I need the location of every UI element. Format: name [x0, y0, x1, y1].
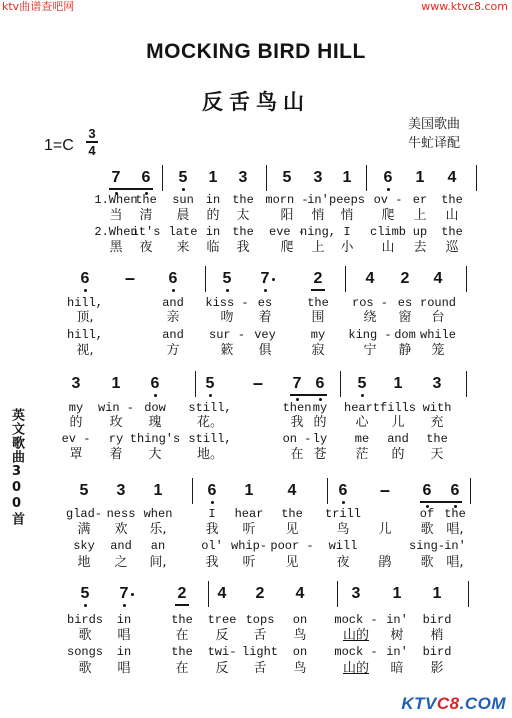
credit-translator: 牛虻译配: [408, 136, 461, 151]
note-digit: 6: [383, 169, 393, 186]
lyric-syllable: 在: [290, 447, 304, 462]
lyric-syllable: 在: [175, 628, 189, 643]
lyric-syllable: the: [171, 613, 193, 627]
lyric-syllable: 宁: [363, 343, 377, 358]
lyric-syllable: 清: [139, 208, 153, 223]
lyric-syllable: the: [232, 225, 254, 239]
lyric-syllable: 我: [236, 240, 250, 255]
low-octave-dot: [209, 394, 212, 397]
lyric-syllable: 方: [166, 343, 180, 358]
note-digit: 6: [207, 482, 217, 499]
note-digit: 4: [365, 270, 375, 287]
note-digit: 4: [287, 482, 297, 499]
lyric-syllable: 我: [205, 555, 219, 570]
low-octave-dot: [387, 188, 390, 191]
lyric-syllable: 见: [285, 522, 299, 537]
lyric-syllable: in: [205, 193, 221, 207]
note-digit: 7: [260, 270, 270, 287]
lyric-syllable: 太: [236, 208, 250, 223]
lyric-syllable: 爬: [381, 208, 395, 223]
note-digit: 1: [392, 585, 402, 602]
lyric-syllable: 静: [398, 343, 412, 358]
lyric-syllable: 反: [215, 661, 229, 676]
note-digit: 6: [141, 169, 151, 186]
lyric-syllable: in': [307, 193, 329, 207]
note-digit: 6: [338, 482, 348, 499]
lyric-syllable: 儿: [391, 415, 405, 430]
lyric-syllable: when: [143, 507, 173, 521]
lyric-syllable: 山: [381, 240, 395, 255]
lyric-syllable: my: [68, 401, 84, 415]
lyric-syllable: 顶,: [76, 310, 94, 325]
lyric-syllable: 簌: [220, 343, 234, 358]
note-digit: 2: [313, 270, 323, 287]
lyric-syllable: the: [171, 645, 193, 659]
lyric-syllable: es: [257, 296, 273, 310]
beam-underline: [290, 394, 327, 396]
site-logo: [401, 694, 506, 714]
low-octave-dot: [123, 604, 126, 607]
lyric-syllable: it's: [131, 225, 161, 239]
lyric-syllable: 1.When: [94, 193, 138, 207]
lyric-syllable: 梢: [430, 628, 444, 643]
lyric-syllable: 晨: [176, 208, 190, 223]
lyric-syllable: 听: [242, 555, 256, 570]
lyric-syllable: whip-: [230, 539, 268, 553]
lyric-syllable: 当: [109, 208, 123, 223]
lyric-syllable: 亲: [166, 310, 180, 325]
time-signature-top: 3: [88, 126, 96, 141]
lyric-syllable: 罩: [69, 447, 83, 462]
barline: [192, 478, 193, 504]
lyric-syllable: ev -: [61, 432, 91, 446]
lyric-syllable: 唱: [117, 628, 131, 643]
note-digit: 5: [80, 585, 90, 602]
lyric-syllable: in': [386, 645, 408, 659]
note-digit: 6: [315, 375, 325, 392]
lyric-syllable: 满: [77, 522, 91, 537]
logo-part-com: .COM: [459, 694, 506, 713]
beam-underline: [420, 501, 462, 503]
note-digit: 5: [79, 482, 89, 499]
lyric-syllable: 心: [355, 415, 369, 430]
lyric-syllable: ness: [106, 507, 136, 521]
lyric-syllable: 吻: [220, 310, 234, 325]
lyric-syllable: mock -: [334, 613, 378, 627]
note-digit: 6: [150, 375, 160, 392]
lyric-syllable: 鸟: [293, 628, 307, 643]
barline: [337, 581, 338, 607]
lyric-syllable: 笼: [431, 343, 445, 358]
note-digit: 6: [450, 482, 460, 499]
lyric-syllable: I: [343, 225, 351, 239]
lyric-syllable: hear: [234, 507, 264, 521]
lyric-syllable: the: [426, 432, 448, 446]
note-digit: 5: [178, 169, 188, 186]
lyric-syllable: songs: [66, 645, 104, 659]
beam-underline: [175, 604, 189, 606]
low-octave-dot: [182, 188, 185, 191]
lyric-syllable: in': [444, 539, 466, 553]
lyric-syllable: 的: [206, 208, 220, 223]
note-digit: 4: [217, 585, 227, 602]
lyric-syllable: 影: [430, 661, 444, 676]
lyric-syllable: on: [292, 645, 308, 659]
lyric-syllable: sky: [73, 539, 95, 553]
low-octave-dot: [342, 501, 345, 504]
lyric-syllable: 大: [148, 447, 162, 462]
lyric-syllable: 之: [114, 555, 128, 570]
barline: [470, 478, 471, 504]
lyric-syllable: 天: [430, 447, 444, 462]
lyric-syllable: in': [386, 613, 408, 627]
note-digit: 3: [116, 482, 126, 499]
lyric-syllable: 鸟: [336, 522, 350, 537]
lyric-syllable: 舌: [253, 628, 267, 643]
lyric-syllable: thing's: [129, 432, 181, 446]
lyric-syllable: 地: [77, 555, 91, 570]
lyric-syllable: and: [162, 328, 184, 342]
lyric-syllable: ly: [312, 432, 328, 446]
note-digit: 3: [351, 585, 361, 602]
lyric-syllable: and: [162, 296, 184, 310]
lyric-syllable: the: [135, 193, 157, 207]
barline: [340, 371, 341, 397]
low-octave-dot: [172, 289, 175, 292]
note-digit: 4: [295, 585, 305, 602]
lyric-syllable: in: [116, 645, 132, 659]
barline: [476, 165, 477, 191]
lyric-syllable: bird: [422, 613, 452, 627]
lyric-syllable: 临: [206, 240, 220, 255]
credit-origin: 美国歌曲: [408, 117, 461, 132]
lyric-syllable: 的: [69, 415, 83, 430]
lyric-syllable: poor -: [270, 539, 314, 553]
lyric-syllable: eve -: [268, 225, 306, 239]
key-signature: 1=C: [44, 137, 74, 154]
lyric-syllable: 我: [205, 522, 219, 537]
lyric-syllable: 鹃: [378, 555, 392, 570]
low-octave-dot: [211, 501, 214, 504]
note-digit: 5: [357, 375, 367, 392]
lyric-syllable: 在: [175, 661, 189, 676]
lyric-syllable: heart: [343, 401, 381, 415]
lyric-syllable: 树: [390, 628, 404, 643]
note-digit: 3: [313, 169, 323, 186]
note-digit: 4: [433, 270, 443, 287]
lyric-syllable: 乐,: [149, 522, 167, 537]
song-subtitle: 反舌鸟山: [202, 90, 310, 114]
lyric-syllable: birds: [66, 613, 104, 627]
lyric-syllable: 玫: [109, 415, 123, 430]
lyric-syllable: morn -: [265, 193, 309, 207]
lyric-syllable: 地。: [196, 447, 224, 462]
lyric-syllable: and: [110, 539, 132, 553]
lyric-syllable: I: [208, 507, 216, 521]
lyric-syllable: ning,: [299, 225, 337, 239]
lyric-syllable: the: [232, 193, 254, 207]
lyric-syllable: 去: [413, 240, 427, 255]
lyric-syllable: 着: [258, 310, 272, 325]
lyric-syllable: sing-: [408, 539, 446, 553]
lyric-syllable: 窗: [398, 310, 412, 325]
note-digit: 7: [119, 585, 129, 602]
note-digit: 6: [168, 270, 178, 287]
note-digit: 4: [447, 169, 457, 186]
lyric-syllable: 悄: [340, 208, 354, 223]
lyric-syllable: 的: [391, 447, 405, 462]
logo-part-ktv: KTV: [401, 694, 437, 713]
lyric-syllable: ol': [201, 539, 223, 553]
lyric-syllable: 山: [445, 208, 459, 223]
lyric-syllable: 上: [413, 208, 427, 223]
low-octave-dot: [264, 289, 267, 292]
lyric-syllable: 夜: [336, 555, 350, 570]
note-digit: 1: [342, 169, 352, 186]
lyric-syllable: 山的: [342, 661, 370, 676]
lyric-syllable: the: [441, 193, 463, 207]
lyric-syllable: 歌: [420, 522, 434, 537]
lyric-syllable: ov -: [373, 193, 403, 207]
lyric-syllable: dom: [394, 328, 416, 342]
note-digit: 1: [111, 375, 121, 392]
lyric-syllable: 儿: [378, 522, 392, 537]
song-title: MOCKING BIRD HILL: [146, 40, 366, 63]
lyric-syllable: 2.When: [94, 225, 138, 239]
beam-underline: [311, 289, 325, 291]
note-digit: 2: [177, 585, 187, 602]
lyric-syllable: tops: [245, 613, 275, 627]
lyric-syllable: 小: [340, 240, 354, 255]
note-digit: 2: [255, 585, 265, 602]
lyric-syllable: 欢: [114, 522, 128, 537]
lyric-syllable: 歌: [78, 661, 92, 676]
lyric-syllable: late: [168, 225, 198, 239]
note-digit: 6: [80, 270, 90, 287]
lyric-syllable: 反: [215, 628, 229, 643]
lyric-syllable: the: [441, 225, 463, 239]
low-octave-dot: [226, 289, 229, 292]
lyric-syllable: my: [310, 328, 326, 342]
lyric-syllable: trill: [324, 507, 362, 521]
note-digit: 5: [222, 270, 232, 287]
lyric-syllable: up: [412, 225, 428, 239]
lyric-syllable: 鸟: [293, 661, 307, 676]
lyric-syllable: tree: [207, 613, 237, 627]
lyric-syllable: fills: [379, 401, 417, 415]
note-digit: -: [124, 270, 136, 287]
lyric-syllable: twi-: [207, 645, 237, 659]
lyric-syllable: 暗: [390, 661, 404, 676]
lyric-syllable: es: [397, 296, 413, 310]
lyric-syllable: on: [292, 613, 308, 627]
lyric-syllable: 苍: [313, 447, 327, 462]
lyric-syllable: 阳: [280, 208, 294, 223]
lyric-syllable: sur -: [208, 328, 246, 342]
site-watermark-left: ktv曲谱查吧网: [2, 0, 75, 13]
low-octave-dot: [154, 394, 157, 397]
lyric-syllable: 唱,: [446, 555, 464, 570]
note-digit: 2: [400, 270, 410, 287]
lyric-syllable: kiss -: [205, 296, 249, 310]
lyric-syllable: 绕: [363, 310, 377, 325]
note-digit: 3: [432, 375, 442, 392]
augmentation-dot: [272, 278, 275, 281]
logo-part-c8: C8: [436, 694, 460, 713]
note-digit: 1: [208, 169, 218, 186]
lyric-syllable: vey: [254, 328, 276, 342]
note-digit: 7: [111, 169, 121, 186]
lyric-syllable: 寂: [311, 343, 325, 358]
lyric-syllable: 台: [431, 310, 445, 325]
book-side-label: 英文歌曲300首: [9, 408, 24, 526]
barline: [266, 165, 267, 191]
lyric-syllable: 黑: [109, 240, 123, 255]
lyric-syllable: 来: [176, 240, 190, 255]
barline: [466, 371, 467, 397]
beam-underline: [109, 188, 153, 190]
low-octave-dot: [361, 394, 364, 397]
barline: [468, 581, 469, 607]
lyric-syllable: sun: [172, 193, 194, 207]
lyric-syllable: climb: [369, 225, 407, 239]
lyric-syllable: hill,: [66, 328, 104, 342]
lyric-syllable: 巡: [445, 240, 459, 255]
note-digit: -: [252, 375, 264, 392]
lyric-syllable: king -: [348, 328, 392, 342]
lyric-syllable: with: [422, 401, 452, 415]
note-digit: 1: [432, 585, 442, 602]
lyric-syllable: ros -: [351, 296, 389, 310]
time-signature-bottom: 4: [88, 142, 96, 158]
lyric-syllable: glad-: [65, 507, 103, 521]
low-octave-dot: [84, 604, 87, 607]
lyric-syllable: will: [328, 539, 358, 553]
lyric-syllable: of: [419, 507, 435, 521]
lyric-syllable: in: [205, 225, 221, 239]
lyric-syllable: round: [419, 296, 457, 310]
barline: [162, 165, 163, 191]
lyric-syllable: 围: [311, 310, 325, 325]
lyric-syllable: dow: [144, 401, 166, 415]
lyric-syllable: 歌: [78, 628, 92, 643]
lyric-syllable: 间,: [149, 555, 167, 570]
lyric-syllable: 俱: [258, 343, 272, 358]
lyric-syllable: mock -: [334, 645, 378, 659]
lyric-syllable: 花。: [196, 415, 224, 430]
lyric-syllable: 歌: [420, 555, 434, 570]
lyric-syllable: peeps: [328, 193, 366, 207]
lyric-syllable: 茫: [355, 447, 369, 462]
lyric-syllable: er: [412, 193, 428, 207]
barline: [466, 266, 467, 292]
barline: [205, 266, 206, 292]
lyric-syllable: 瑰: [148, 415, 162, 430]
barline: [366, 165, 367, 191]
low-octave-dot: [84, 289, 87, 292]
note-digit: 3: [238, 169, 248, 186]
note-digit: 5: [282, 169, 292, 186]
augmentation-dot: [131, 593, 134, 596]
lyric-syllable: the: [281, 507, 303, 521]
site-watermark-right: www.ktvc8.com: [421, 0, 508, 13]
lyric-syllable: 见: [285, 555, 299, 570]
note-digit: 1: [153, 482, 163, 499]
note-digit: 1: [415, 169, 425, 186]
lyric-syllable: 唱: [117, 661, 131, 676]
barline: [195, 371, 196, 397]
note-digit: -: [379, 482, 391, 499]
lyric-syllable: me: [354, 432, 370, 446]
lyric-syllable: win -: [97, 401, 135, 415]
lyric-syllable: while: [419, 328, 457, 342]
lyric-syllable: 上: [311, 240, 325, 255]
lyric-syllable: 听: [242, 522, 256, 537]
lyric-syllable: 夜: [139, 240, 153, 255]
lyric-syllable: and: [387, 432, 409, 446]
lyric-syllable: 充: [430, 415, 444, 430]
note-digit: 1: [393, 375, 403, 392]
note-digit: 5: [205, 375, 215, 392]
lyric-syllable: an: [150, 539, 166, 553]
lyric-syllable: my: [312, 401, 328, 415]
barline: [208, 581, 209, 607]
lyric-syllable: still,: [188, 401, 232, 415]
lyric-syllable: 的: [313, 415, 327, 430]
barline: [345, 266, 346, 292]
lyric-syllable: 爬: [280, 240, 294, 255]
lyric-syllable: still,: [188, 432, 232, 446]
lyric-syllable: light: [241, 645, 279, 659]
lyric-syllable: the: [444, 507, 466, 521]
lyric-syllable: 山的: [342, 628, 370, 643]
lyric-syllable: then: [282, 401, 312, 415]
barline: [327, 478, 328, 504]
lyric-syllable: bird: [422, 645, 452, 659]
note-digit: 6: [422, 482, 432, 499]
note-digit: 1: [244, 482, 254, 499]
lyric-syllable: 唱,: [446, 522, 464, 537]
lyric-syllable: 舌: [253, 661, 267, 676]
note-digit: 3: [71, 375, 81, 392]
lyric-syllable: on -: [282, 432, 312, 446]
lyric-syllable: 悄: [311, 208, 325, 223]
lyric-syllable: 我: [290, 415, 304, 430]
lyric-syllable: 着: [109, 447, 123, 462]
note-digit: 7: [292, 375, 302, 392]
lyric-syllable: hill,: [66, 296, 104, 310]
lyric-syllable: 视,: [76, 343, 94, 358]
lyric-syllable: ry: [108, 432, 124, 446]
lyric-syllable: the: [307, 296, 329, 310]
lyric-syllable: in: [116, 613, 132, 627]
